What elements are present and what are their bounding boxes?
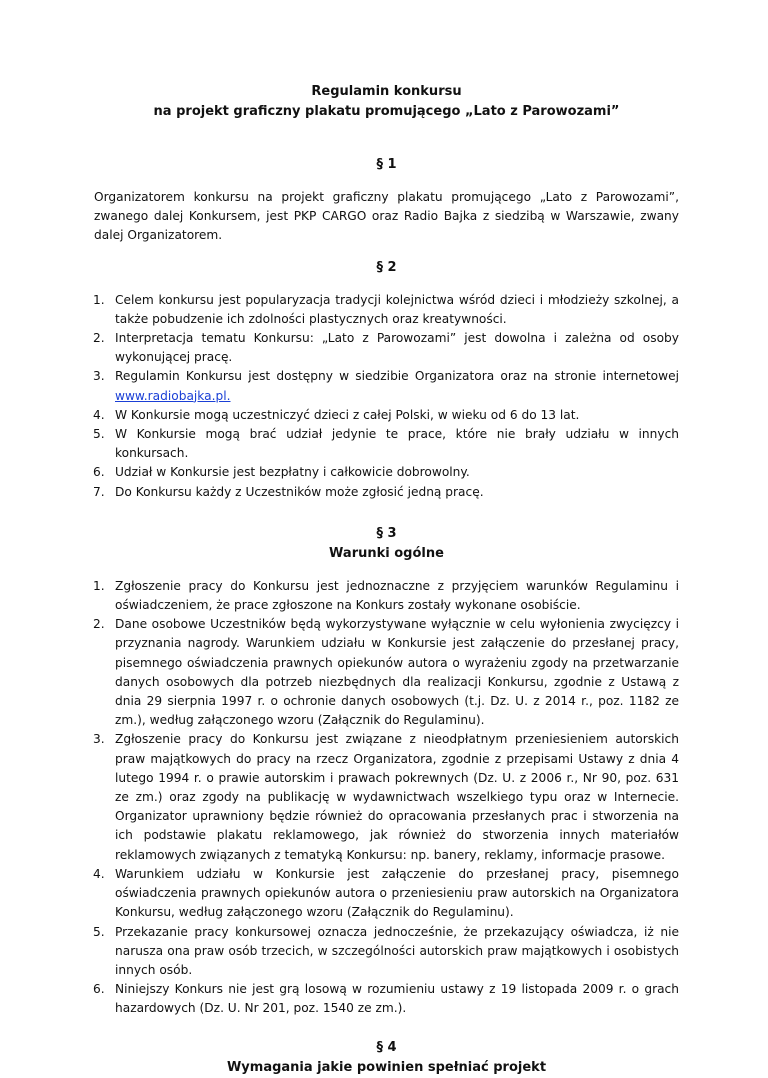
list-item-text: Interpretacja tematu Konkursu: „Lato z Parowozami” jest dowolna i zależna od osoby wykonującej pracę. [115, 331, 679, 365]
list-item-text: W Konkursie mogą brać udział jedynie te prace, które nie brały udziału w innych konkursach. [115, 427, 679, 461]
list-item-number: 6. [93, 465, 105, 480]
radiobajka-link[interactable]: www.radiobajka.pl. [115, 388, 231, 403]
section-2-list [94, 291, 679, 502]
list-item-number: 2. [93, 331, 105, 346]
title-line-1: Regulamin konkursu [311, 84, 462, 99]
section-1-heading: § 1 [376, 157, 397, 172]
list-item-number: 2. [93, 617, 105, 632]
section-1-text: Organizatorem konkursu na projekt graficzny plakatu promującego „Lato z Parowozami”, zwanego dalej Konkursem, jest PKP CARGO oraz Radio Bajka z siedzibą w Warszawie, zwany dalej Organizatorem. [94, 190, 679, 243]
list-item-number: 3. [93, 369, 105, 384]
list-item-number: 4. [93, 866, 105, 881]
list-item-number: 6. [93, 982, 105, 997]
list-item [94, 730, 679, 864]
list-item-number: 5. [93, 924, 105, 939]
list-item-number: 1. [93, 292, 105, 307]
list-item-text: Niniejszy Konkurs nie jest grą losową w rozumieniu ustawy z 19 listopada 2009 r. o grach hazardowych (Dz. U. Nr 201, poz. 1540 ze zm.). [115, 982, 679, 1016]
list-item-text: Dane osobowe Uczestników będą wykorzystywane wyłącznie w celu wyłonienia zwycięzcy i przyznania nagrody. Warunkiem udziału w Konkursie jest załączenie do przesłanej pracy, pisemnego oświadczenia prawnych opiekunów autora o wyrażeniu zgody na przetwarzanie danych osobowych dla potrzeb niezbędnych dla realizacji Konkursu, zgodnie z Ustawą z dnia 29 sierpnia 1997 r. o ochronie danych osobowych (t.j. Dz. U. z 2014 r., poz. 1182 ze zm.), według załączonego wzoru (Załącznik do Regulaminu). [115, 617, 679, 728]
list-item [94, 425, 679, 463]
document-title [94, 82, 679, 122]
list-item-text: W Konkursie mogą uczestniczyć dzieci z całej Polski, w wieku od 6 do 13 lat. [115, 407, 580, 422]
list-item [94, 406, 679, 425]
section-2-heading: § 2 [376, 259, 397, 275]
list-item-text: Zgłoszenie pracy do Konkursu jest związane z nieodpłatnym przeniesieniem autorskich praw majątkowych do pracy na rzecz Organizatora, zgodnie z przepisami Ustawy z dnia 4 lutego 1994 r. o prawie autorskim i prawach pokrewnych (Dz. U. z 2006 r., Nr 90, poz. 631 ze zm.) oraz zgody na publikację w wydawnictwach wszelkiego typu oraz w Internecie. Organizator uprawniony będzie również do opracowania przesłanych prac i stworzenia na ich podstawie plakatu reklamowego, jak również do stworzenia innych materiałów reklamowych związanych z tematyką Konkursu: np. banery, reklamy, informacje prasowe. [115, 732, 679, 862]
list-item [94, 577, 679, 615]
list-item-text: Zgłoszenie pracy do Konkursu jest jednoznaczne z przyjęciem warunków Regulaminu i oświadczeniem, że prace zgłoszone na Konkurs zostały wykonane osobiście. [115, 578, 679, 613]
section-3-subheading: Warunki ogólne [329, 545, 444, 561]
list-item [94, 463, 679, 482]
list-item [94, 865, 679, 923]
list-item [94, 615, 679, 730]
document-page [94, 70, 679, 1078]
list-item [94, 329, 679, 367]
list-item [94, 291, 679, 329]
list-item-text: Warunkiem udziału w Konkursie jest załączenie do przesłanej pracy, pisemnego oświadczenia prawnych opiekunów autora o przeniesieniu praw autorskich na Organizatora Konkursu, według załączonego wzoru (Załącznik do Regulaminu). [115, 866, 679, 920]
list-item-number: 7. [93, 484, 105, 499]
list-item-number: 3. [93, 732, 105, 747]
list-item-text: Do Konkursu każdy z Uczestników może zgłosić jedną pracę. [115, 484, 484, 499]
list-item-text: Regulamin Konkursu jest dostępny w siedzibie Organizatora oraz na stronie internetowej [115, 369, 679, 384]
list-item-text: Przekazanie pracy konkursowej oznacza jednocześnie, że przekazujący oświadcza, iż nie narusza ona praw osób trzecich, w szczególności autorskich praw majątkowych i osobistych innych osób. [115, 924, 679, 977]
list-item-number: 5. [93, 427, 105, 442]
list-item-number: 4. [93, 407, 105, 422]
title-line-2: na projekt graficzny plakatu promującego „Lato z Parowozami” [153, 104, 620, 119]
list-item [94, 923, 679, 981]
section-3-list [94, 577, 679, 1019]
list-item-text: Udział w Konkursie jest bezpłatny i całkowicie dobrowolny. [115, 465, 470, 480]
section-4-subheading: Wymagania jakie powinien spełniać projekt [226, 1059, 547, 1075]
list-item [94, 980, 679, 1018]
section-4-heading: § 4 [376, 1039, 397, 1055]
list-item-text: Celem konkursu jest popularyzacja tradycji kolejnictwa wśród dzieci i młodzieży szkolnej, a także pobudzenie ich zdolności plastycznych oraz kreatywności. [115, 292, 679, 326]
list-item [94, 367, 679, 405]
list-item-number: 1. [93, 578, 105, 593]
list-item [94, 483, 679, 502]
section-3-heading: § 3 [376, 525, 397, 541]
